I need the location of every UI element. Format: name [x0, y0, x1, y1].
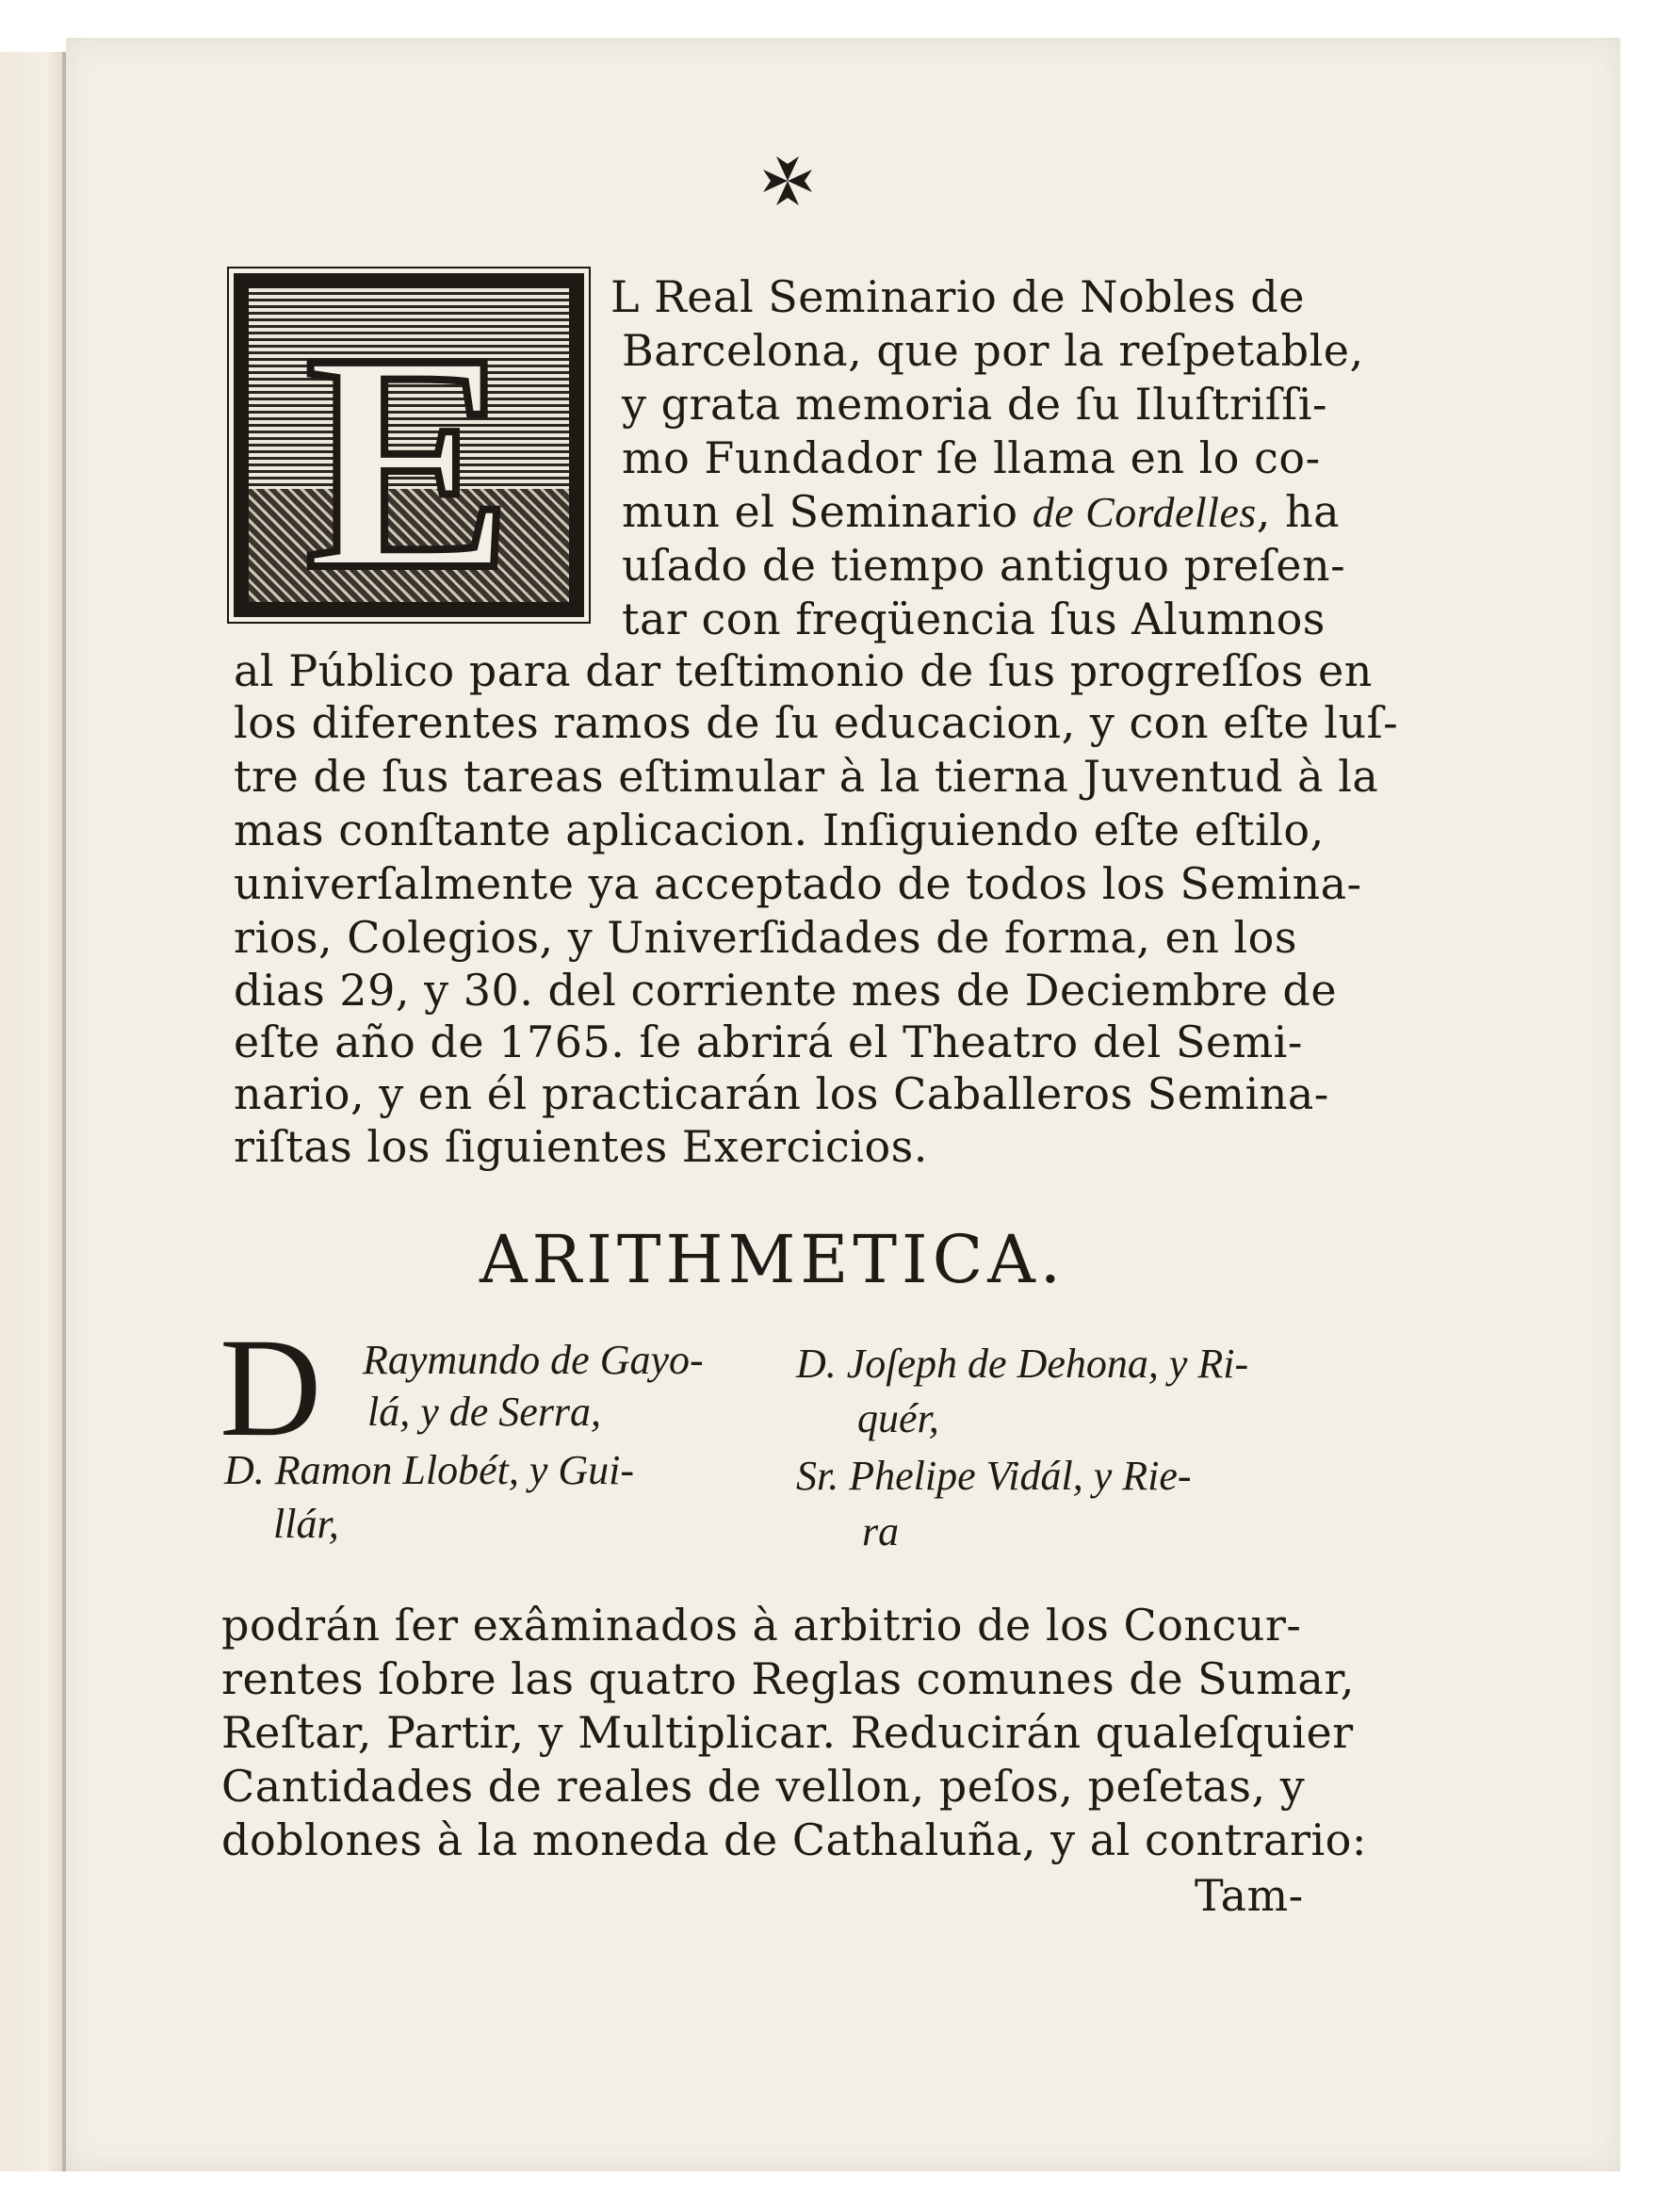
intro-line: los diferentes ramos de ſu educacion, y con eſte luſ-: [234, 697, 1399, 748]
catchword: Tam-: [1195, 1870, 1304, 1921]
name-right: Sr. Phelipe Vidál, y Rie-: [796, 1453, 1192, 1499]
intro-line: y grata memoria de ſu Iluſtriſſi-: [622, 379, 1327, 430]
intro-line: riſtas los ſiguientes Exercicios.: [234, 1121, 928, 1172]
intro-line: nario, y en él practicarán los Caballeros Semina-: [234, 1068, 1329, 1119]
intro-line: mas conſtante aplicacion. Inſiguiendo eſte eſtilo,: [234, 805, 1325, 855]
section-heading: ARITHMETICA.: [479, 1221, 1066, 1298]
name-left: lá, y de Serra,: [367, 1389, 602, 1435]
intro-line: uſado de tiempo antiguo preſen-: [622, 540, 1346, 591]
section-initial: D: [220, 1309, 322, 1466]
intro-line: rios, Colegios, y Univerſidades de forma, en los: [234, 912, 1297, 963]
intro-line-with-italic: [622, 486, 1340, 537]
intro-line: univerſalmente ya acceptado de todos los Semina-: [234, 858, 1362, 909]
intro-line: Barcelona, que por la reſpetable,: [622, 325, 1364, 376]
intro-line-end: , ha: [1256, 486, 1341, 537]
name-left: Raymundo de Gayo-: [363, 1337, 704, 1383]
intro-line: dias 29, y 30. del corriente mes de Deciembre de: [234, 965, 1338, 1016]
name-right: quér,: [857, 1395, 939, 1441]
body-line: Reſtar, Partir, y Multiplicar. Reducirán qualeſquier: [221, 1707, 1354, 1758]
body-line: podrán ſer exâminados à arbitrio de los Concur-: [221, 1600, 1302, 1651]
intro-line: tre de ſus tareas eſtimular à la tierna Juventud à la: [234, 751, 1379, 802]
decorated-initial: [234, 273, 584, 634]
name-right: ra: [862, 1508, 900, 1554]
maltese-cross-icon: [759, 153, 816, 209]
name-left: llár,: [273, 1501, 339, 1547]
body-line: Cantidades de reales de vellon, peſos, peſetas, y: [221, 1761, 1306, 1812]
intro-line: eſte año de 1765. ſe abrirá el Theatro del Semi-: [234, 1017, 1303, 1067]
name-left: D. Ramon Llobét, y Gui-: [224, 1447, 635, 1493]
intro-line: mo Fundador ſe llama en lo co-: [622, 432, 1321, 483]
intro-line: tar con freqüencia ſus Alumnos: [622, 594, 1326, 644]
body-line: doblones à la moneda de Cathaluña, y al contrario:: [221, 1814, 1367, 1865]
drop-cap-letter: E: [305, 290, 513, 634]
intro-line: al Público para dar teſtimonio de ſus progreſſos en: [234, 645, 1373, 696]
intro-line: mun el Seminario: [622, 486, 1033, 537]
italic-name: de Cordelles: [1032, 488, 1257, 536]
facing-page-edge: [0, 52, 66, 2171]
body-line: rentes ſobre las quatro Reglas comunes de Sumar,: [221, 1653, 1355, 1704]
intro-line: L Real Seminario de Nobles de: [610, 271, 1305, 322]
name-right: D. Joſeph de Dehona, y Ri-: [796, 1341, 1249, 1387]
